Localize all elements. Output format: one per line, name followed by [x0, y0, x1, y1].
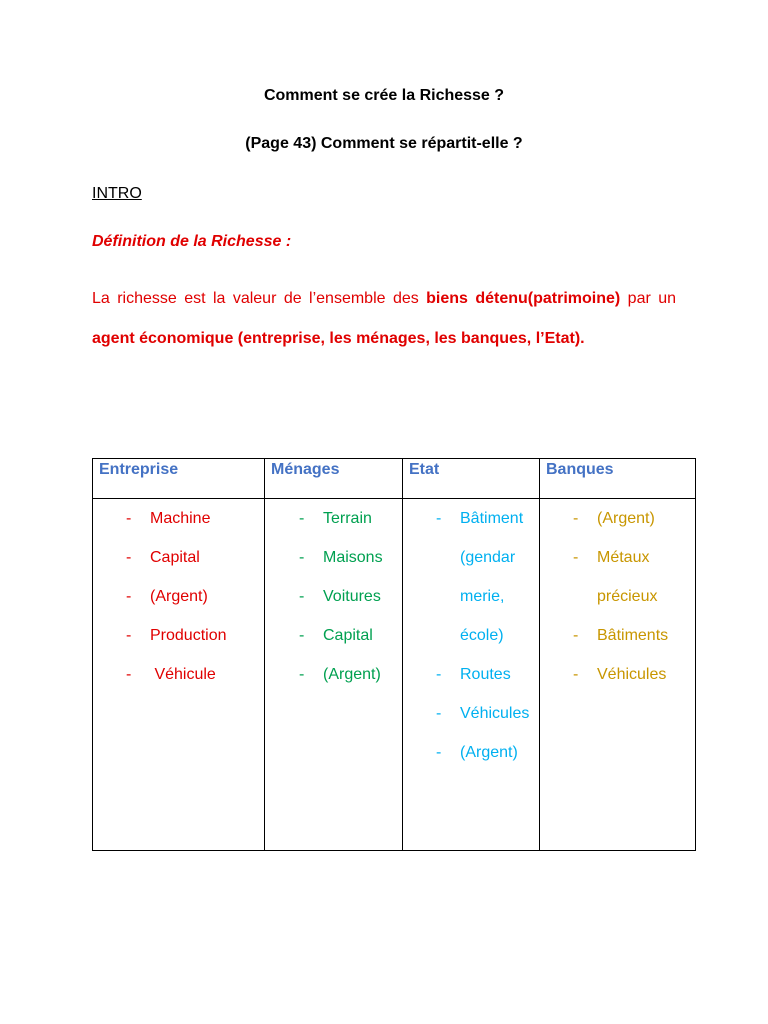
cell-banques [540, 499, 696, 851]
bullet-dash: - [573, 510, 579, 527]
etat-list [403, 499, 539, 772]
list-item [93, 538, 264, 577]
intro-heading: INTRO [92, 185, 142, 202]
list-item [93, 499, 264, 538]
item-text: Routes [460, 666, 511, 683]
item-text: Production [150, 627, 227, 644]
list-item [403, 733, 539, 772]
list-item [265, 499, 402, 538]
item-text: Machine [150, 510, 211, 527]
list-item [265, 616, 402, 655]
table-row [93, 499, 696, 851]
list-item [403, 655, 539, 694]
list-item [403, 499, 539, 655]
bullet-dash: - [436, 744, 442, 761]
menages-list [265, 499, 402, 694]
bullet-dash: - [126, 627, 132, 644]
item-text: Voitures [323, 588, 381, 605]
definition-text-1: La richesse est la valeur de l’ensemble des [92, 290, 427, 307]
bullet-dash: - [126, 666, 132, 683]
bullet-dash: - [299, 627, 305, 644]
bullet-dash: - [573, 627, 579, 644]
table-header-row [93, 459, 696, 499]
bullet-dash: - [573, 549, 579, 566]
bullet-dash: - [126, 510, 132, 527]
banques-list [540, 499, 695, 694]
item-text: Métaux précieux [597, 549, 658, 605]
bullet-dash: - [573, 666, 579, 683]
item-text: Capital [323, 627, 373, 644]
wealth-table [92, 458, 696, 851]
cell-menages [265, 499, 403, 851]
definition-bold-2: agent économique (entreprise, les ménages, les banques, l’Etat). [92, 330, 585, 347]
item-text: Bâtiment (gendar merie, école) [460, 510, 524, 644]
list-item [265, 655, 402, 694]
item-text: Maisons [323, 549, 383, 566]
item-text: (Argent) [150, 588, 208, 605]
item-text: Véhicules [597, 666, 667, 683]
bullet-dash: - [299, 588, 305, 605]
header-entreprise: Entreprise [93, 459, 265, 499]
item-text: Capital [150, 549, 200, 566]
definition-paragraph [92, 279, 676, 359]
definition-text-2: par un [620, 290, 677, 307]
list-item [540, 616, 695, 655]
entreprise-list [93, 499, 264, 694]
definition-heading: Définition de la Richesse : [92, 233, 292, 250]
item-text: (Argent) [460, 744, 518, 761]
item-text: Véhicules [460, 705, 530, 722]
list-item [93, 616, 264, 655]
list-item [265, 577, 402, 616]
bullet-dash: - [126, 549, 132, 566]
item-text: Véhicule [150, 666, 216, 683]
item-text: Bâtiments [597, 627, 669, 644]
list-item [540, 655, 695, 694]
cell-entreprise [93, 499, 265, 851]
bullet-dash: - [436, 666, 442, 683]
bullet-dash: - [299, 510, 305, 527]
item-text: (Argent) [323, 666, 381, 683]
list-item [540, 499, 695, 538]
list-item [265, 538, 402, 577]
header-menages: Ménages [265, 459, 403, 499]
bullet-dash: - [126, 588, 132, 605]
bullet-dash: - [436, 510, 442, 527]
list-item [93, 655, 264, 694]
bullet-dash: - [299, 666, 305, 683]
page-subtitle: (Page 43) Comment se répartit-elle ? [245, 135, 523, 152]
bullet-dash: - [436, 705, 442, 722]
page-title: Comment se crée la Richesse ? [263, 87, 505, 104]
header-etat: Etat [403, 459, 540, 499]
list-item [403, 694, 539, 733]
header-banques: Banques [540, 459, 696, 499]
list-item [93, 577, 264, 616]
item-text: Terrain [323, 510, 372, 527]
list-item [540, 538, 695, 616]
bullet-dash: - [299, 549, 305, 566]
cell-etat [403, 499, 540, 851]
definition-bold-1: biens détenu(patrimoine) [426, 290, 621, 307]
item-text: (Argent) [597, 510, 655, 527]
